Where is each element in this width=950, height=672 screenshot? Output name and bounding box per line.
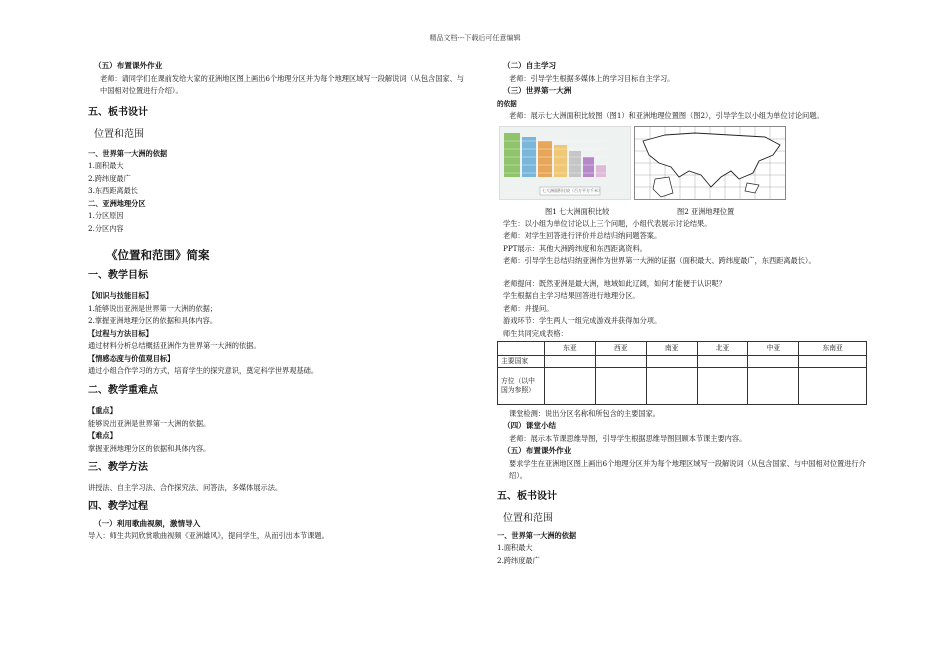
goals-heading: 一、教学目标 <box>88 269 148 281</box>
methods-heading: 三、教学方法 <box>88 462 148 473</box>
goal-item: 通过材料分析总结概括亚洲作为世界第一大洲的依据。 <box>88 341 261 350</box>
homework-text: 老师：请同学们在课前发给大家的亚洲地区图上画出6个地理分区并为每个地理区域写一段解说词（从包含国家、与中国相对位置进行介绍）。 <box>100 73 464 95</box>
process-line: 老师：并提问。 <box>503 303 554 313</box>
table-row-label: 主要国家 <box>498 355 545 367</box>
table-header-cell: 北亚 <box>697 342 748 356</box>
table-header-row <box>498 342 867 356</box>
largest-continent-text: 老师：展示七大洲面积比较图（图1）和亚洲地理位置图（图2），引导学生以小组为单位讨论问题。 <box>509 111 824 120</box>
asia-map-sketch <box>635 127 785 199</box>
right-column <box>497 60 882 567</box>
process-line: 老师提问：既然亚洲是最大洲，地域如此辽阔，如何才能便于认识呢？ <box>503 278 726 288</box>
table-header-cell: 东亚 <box>545 342 596 356</box>
process-line: PPT展示：其他大洲跨纬度和东西距离资料。 <box>503 243 647 253</box>
process-step-1-text: 导入：师生共同欣赏歌曲视频《亚洲雄风》，提问学生，从而引出本节课题。 <box>88 531 329 540</box>
process-step-1-heading: （一）利用歌曲视频，激情导入 <box>94 518 201 528</box>
self-study-text: 老师：引导学生根据多媒体上的学习目标自主学习。 <box>509 73 675 83</box>
board-item: 1.分区原因 <box>88 211 124 220</box>
table-header-cell: 西亚 <box>595 342 646 356</box>
board-design-heading: 五、板书设计 <box>88 106 148 118</box>
methods-text: 讲授法、自主学习法、合作探究法、问答法，多媒体展示法。 <box>88 482 283 492</box>
goal-item: 通过小组合作学习的方式，培育学生的探究意识，奠定科学世界观基础。 <box>88 366 319 375</box>
asia-location-map <box>634 126 786 200</box>
figure-captions <box>497 206 882 218</box>
key-text: 能够说出亚洲是世界第一大洲的依据。 <box>88 418 211 428</box>
process-line: 游戏环节：学生两人一组完成游戏并获得加分项。 <box>503 316 662 325</box>
table-header-cell <box>498 342 545 356</box>
left-column <box>88 60 468 543</box>
board-subtitle: 位置和范围 <box>503 513 553 524</box>
table-header-cell: 南亚 <box>646 342 697 356</box>
process-heading: 四、教学过程 <box>88 501 148 512</box>
goal-item: 2.掌握亚洲地理分区的依据和具体内容。 <box>88 316 218 325</box>
board-design-heading: 五、板书设计 <box>497 490 557 502</box>
board-item: 3.东西距离最长 <box>88 186 138 195</box>
homework-text: 要求学生在亚洲地区图上画出6个地理分区并为每个地理区域写一段解说词（从包含国家、与中国相对位置进行介绍）。 <box>509 458 866 480</box>
goal-attitude-label: 【情感态度与价值观目标】 <box>88 353 175 363</box>
summary-text: 老师：展示本节课思维导图，引导学生根据思维导图回顾本节课主要内容。 <box>509 433 747 443</box>
figure-2-caption: 图2 亚洲地理位置 <box>677 206 735 216</box>
figures-row <box>497 126 882 206</box>
table-row <box>498 367 867 404</box>
largest-continent-heading: （三）世界第一大洲 <box>503 86 572 95</box>
board-item: 2.跨纬度最广 <box>497 555 540 565</box>
key-label: 【重点】 <box>88 406 117 415</box>
goal-process-label: 【过程与方法目标】 <box>88 328 153 338</box>
process-line: 学生：以小组为单位讨论以上三个问题，小组代表展示讨论结果。 <box>503 218 712 228</box>
class-check: 课堂检测：说出分区名称和所包含的主要国家。 <box>509 408 660 418</box>
plan-title: 《位置和范围》简案 <box>106 248 210 262</box>
board-point-2: 二、亚洲地理分区 <box>88 198 146 208</box>
process-line: 老师：引导学生总结归纳亚洲作为世界第一大洲的证据（面积最大、跨纬度最广，东西距离最长）。 <box>503 256 816 265</box>
process-line: 师生共同完成表格： <box>503 328 568 338</box>
board-item: 1.面积最大 <box>88 161 124 170</box>
difficulty-label: 【难点】 <box>88 431 117 440</box>
self-study-heading: （二）自主学习 <box>503 61 557 70</box>
homework-heading: （五）布置课外作业 <box>94 61 163 70</box>
summary-heading: （四）课堂小结 <box>503 421 557 430</box>
board-item: 2.跨纬度最广 <box>88 173 131 183</box>
table-header-cell: 中亚 <box>748 342 799 356</box>
goal-item: 1.能够说出亚洲是世界第一大洲的依据； <box>88 303 218 313</box>
continent-area-figure <box>499 126 631 200</box>
key-points-heading: 二、教学重难点 <box>88 384 158 396</box>
board-point-1: 一、世界第一大洲的依据 <box>88 148 168 158</box>
process-line: 老师：对学生回答进行评价并总结归纳问题答案。 <box>503 231 662 240</box>
page-header: 精品文档---下载后可任意编辑 <box>429 34 521 42</box>
table-row <box>498 355 867 367</box>
board-item: 1.面积最大 <box>497 543 533 552</box>
figure-inner-label: 七大洲面积比较（百万平方千米） <box>542 187 602 193</box>
process-line: 学生根据自主学习结果回答进行地理分区。 <box>503 291 640 300</box>
board-subtitle: 位置和范围 <box>94 129 144 140</box>
figure-1-caption: 图1 七大洲面积比较 <box>545 206 610 216</box>
largest-continent-sub: 的依据 <box>497 99 517 108</box>
region-table <box>497 341 867 405</box>
board-item: 2.分区内容 <box>88 223 124 233</box>
homework-heading: （五）布置课外作业 <box>503 446 572 455</box>
table-header-cell: 东南亚 <box>799 342 867 356</box>
difficulty-text: 掌握亚洲地理分区的依据和具体内容。 <box>88 443 211 453</box>
goal-knowledge-label: 【知识与技能目标】 <box>88 291 153 300</box>
board-point-1: 一、世界第一大洲的依据 <box>497 530 577 540</box>
table-row-label: 方位（以中国为参照） <box>498 367 545 404</box>
